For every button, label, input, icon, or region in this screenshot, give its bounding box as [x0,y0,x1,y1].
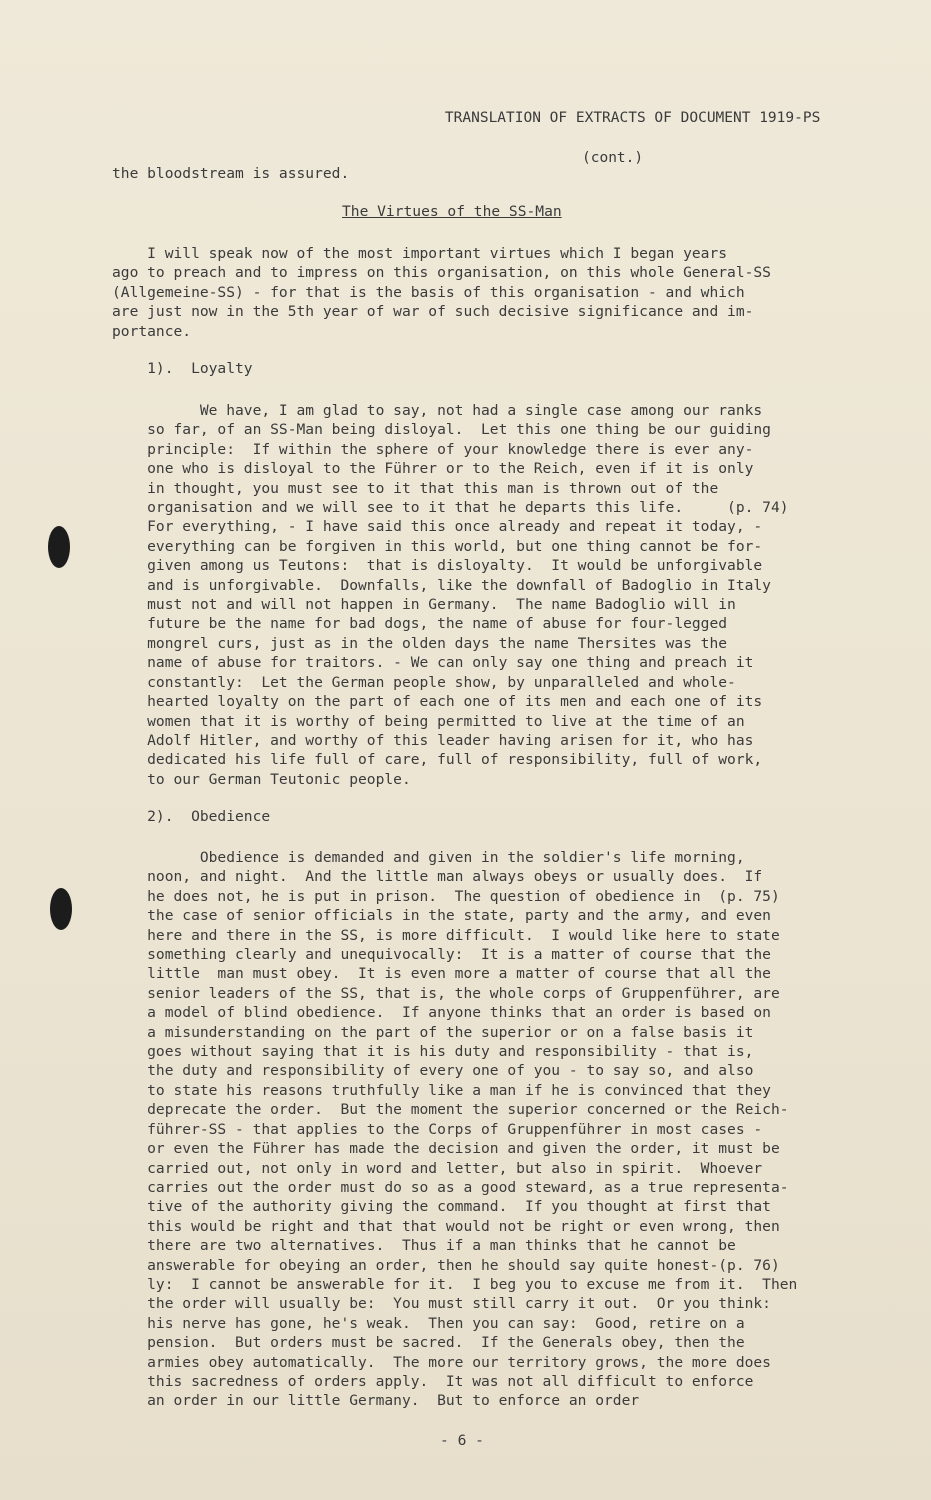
section-1-label: 1). Loyalty [112,360,253,377]
punch-hole-lower [50,888,72,930]
page-number: - 6 - [440,1432,484,1449]
section-title: The Virtues of the SS-Man [342,203,562,220]
punch-hole-upper [48,526,70,568]
header-title: TRANSLATION OF EXTRACTS OF DOCUMENT 1919-PS [444,110,821,126]
document-header [410,88,830,208]
intro-paragraph: I will speak now of the most important virtues which I began years ago to preach and to impress on this organisation, on this whole General-SS (Allgemeine-SS) - for that is the basis of this organisation - and which are just now in the 5th year of war of such decisive significance and im- portance. [112,245,771,340]
section-1-body: We have, I am glad to say, not had a single case among our ranks so far, of an SS-Man being disloyal. Let this one thing be our guiding principle: If within the sphere of your knowledge there is ever any- one who is disloyal to the Führer or to the Reich, even if it is only in thought, you must see to it that this man is thrown out of the organisation and we will see to it that he departs this life. (p. 74) For everything, - I have said this once already and repeat it today, - everything can be forgiven in this world, but one thing cannot be for- given among us Teutons: that is disloyalty. It would be unforgivable and is unforgivable. Downfalls, like the downfall of Badoglio in Italy must not and will not happen in Germany. The name Badoglio will in future be the name for bad dogs, the name of abuse for four-legged mongrel curs, just as in the olden days the name Thersites was the name of abuse for traitors. - We can only say one thing and preach it constantly: Let the German people show, by unparalleled and whole- hearted loyalty on the part of each one of its men and each one of its women that it is worthy of being permitted to live at the time of an Adolf Hitler, and worthy of this leader having arisen for it, who has dedicated his life full of care, full of responsibility, full of work, to our German Teutonic people. [147,402,789,788]
section-2-label: 2). Obedience [112,808,271,825]
header-cont: (cont.) [582,150,644,166]
section-2-body: Obedience is demanded and given in the soldier's life morning, noon, and night. And the little man always obeys or usually does. If he does not, he is put in prison. The question of obedience in (p. 75) the case of senior officials in the state, party and the army, and even here and there in the SS, is more difficult. I would like here to state something clearly and unequivocally: It is a matter of course that the little man must obey. It is even more a matter of course that all the senior leaders of the SS, that is, the whole corps of Gruppenführer, are a model of blind obedience. If anyone thinks that an order is based on a misunderstanding on the part of the superior or on a false basis it goes without saying that it is his duty and responsibility - that is, the duty and responsibility of every one of you - to say so, and also to state his reasons truthfully like a man if he is convinced that they deprecate the order. But the moment the superior concerned or the Reich- führer-SS - that applies to the Corps of Gruppenführer in most cases - or even the Führer has made the decision and given the order, it must be carried out, not only in word and letter, but also in spirit. Whoever carries out the order must do so as a good steward, as a true representa- tive of the authority giving the command. If you thought at first that this would be right and that that would not be right or even wrong, then there are two alternatives. Thus if a man thinks that he cannot be answerable for obeying an order, then he should say quite honest-(p. 76) ly: I cannot be answerable for it. I beg you to excuse me from it. Then the order will usually be: You must still carry it out. Or you think: his nerve has gone, he's weak. Then you can say: Good, retire on a pension. But orders must be sacred. If the Generals obey, then the armies obey automatically. The more our territory grows, the more does this sacredness of orders apply. It was not all difficult to enforce an order in our little Germany. But to enforce an order [147,849,798,1410]
intro-line: the bloodstream is assured. [112,165,350,182]
